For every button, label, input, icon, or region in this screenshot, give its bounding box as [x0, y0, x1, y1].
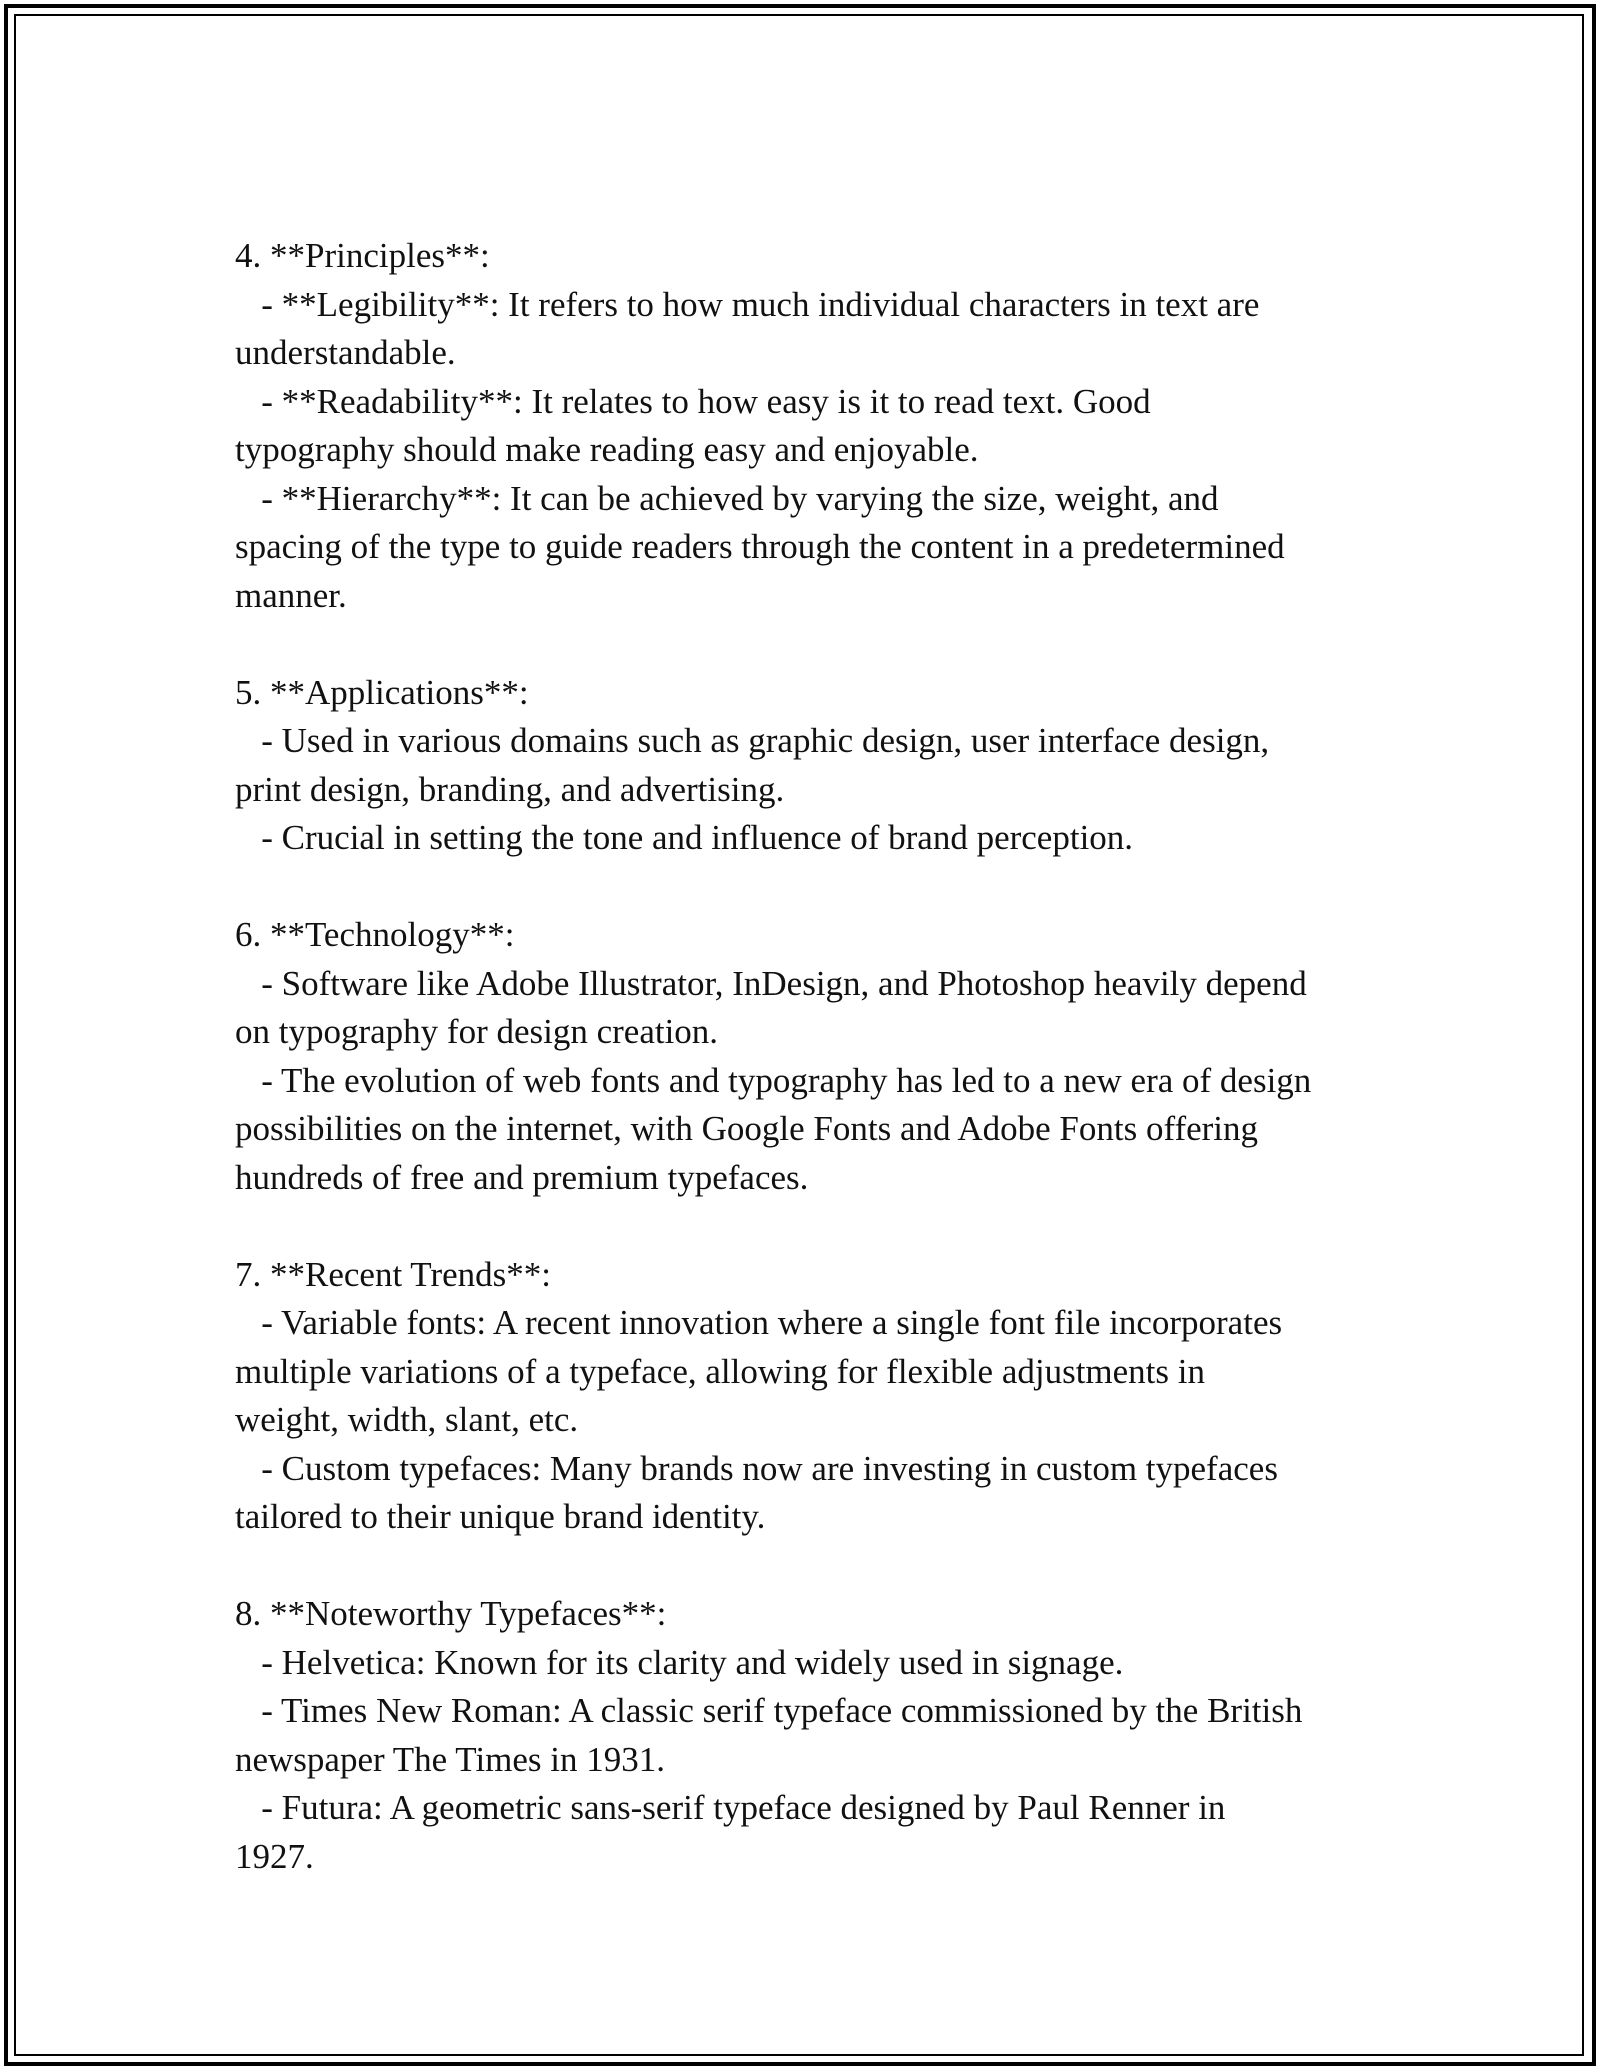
text-line: on typography for design creation. [235, 1012, 719, 1051]
text-line: spacing of the type to guide readers through the content in a predetermined [235, 527, 1285, 566]
section-heading: 7. **Recent Trends**: [235, 1254, 551, 1294]
text-line: typography should make reading easy and enjoyable. [235, 430, 979, 469]
section-heading: 4. **Principles**: [235, 236, 490, 275]
text-line: - Helvetica: Known for its clarity and widely used in signage. [235, 1642, 1124, 1682]
text-line: - **Hierarchy**: It can be achieved by varying the size, weight, and [235, 478, 1219, 518]
text-line: - **Readability**: It relates to how easy is it to read text. Good [235, 381, 1151, 421]
section-heading: 5. **Applications**: [235, 672, 529, 712]
text-line: newspaper The Times in 1931. [235, 1739, 666, 1779]
text-line: 1927. [235, 1836, 314, 1876]
section-technology [235, 911, 1395, 1202]
section-heading: 6. **Technology**: [235, 915, 515, 954]
section-applications [235, 669, 1395, 863]
text-line: - Crucial in setting the tone and influence of brand perception. [235, 818, 1134, 857]
text-line: tailored to their unique brand identity. [235, 1497, 766, 1536]
text-line: - Software like Adobe Illustrator, InDesign, and Photoshop heavily depend [235, 963, 1307, 1003]
text-line: manner. [235, 575, 347, 615]
section-noteworthy-typefaces [235, 1590, 1395, 1881]
text-line: - Variable fonts: A recent innovation where a single font file incorporates [235, 1303, 1283, 1342]
text-line: possibilities on the internet, with Google Fonts and Adobe Fonts offering [235, 1109, 1259, 1148]
text-line: weight, width, slant, etc. [235, 1400, 579, 1439]
document-body [235, 232, 1395, 1881]
text-line: hundreds of free and premium typefaces. [235, 1157, 809, 1197]
text-line: - Used in various domains such as graphic design, user interface design, [235, 721, 1270, 760]
text-line: - Custom typefaces: Many brands now are investing in custom typefaces [235, 1448, 1278, 1488]
section-principles [235, 232, 1395, 620]
text-line: multiple variations of a typeface, allowing for flexible adjustments in [235, 1351, 1206, 1391]
text-line: print design, branding, and advertising. [235, 769, 785, 809]
text-line: - Times New Roman: A classic serif typeface commissioned by the British [235, 1691, 1303, 1730]
text-line: - Futura: A geometric sans-serif typeface designed by Paul Renner in [235, 1788, 1226, 1827]
text-line: - The evolution of web fonts and typography has led to a new era of design [235, 1060, 1312, 1100]
section-recent-trends [235, 1251, 1395, 1542]
section-heading: 8. **Noteworthy Typefaces**: [235, 1594, 667, 1633]
text-line: understandable. [235, 333, 456, 372]
text-line: - **Legibility**: It refers to how much individual characters in text are [235, 284, 1260, 324]
